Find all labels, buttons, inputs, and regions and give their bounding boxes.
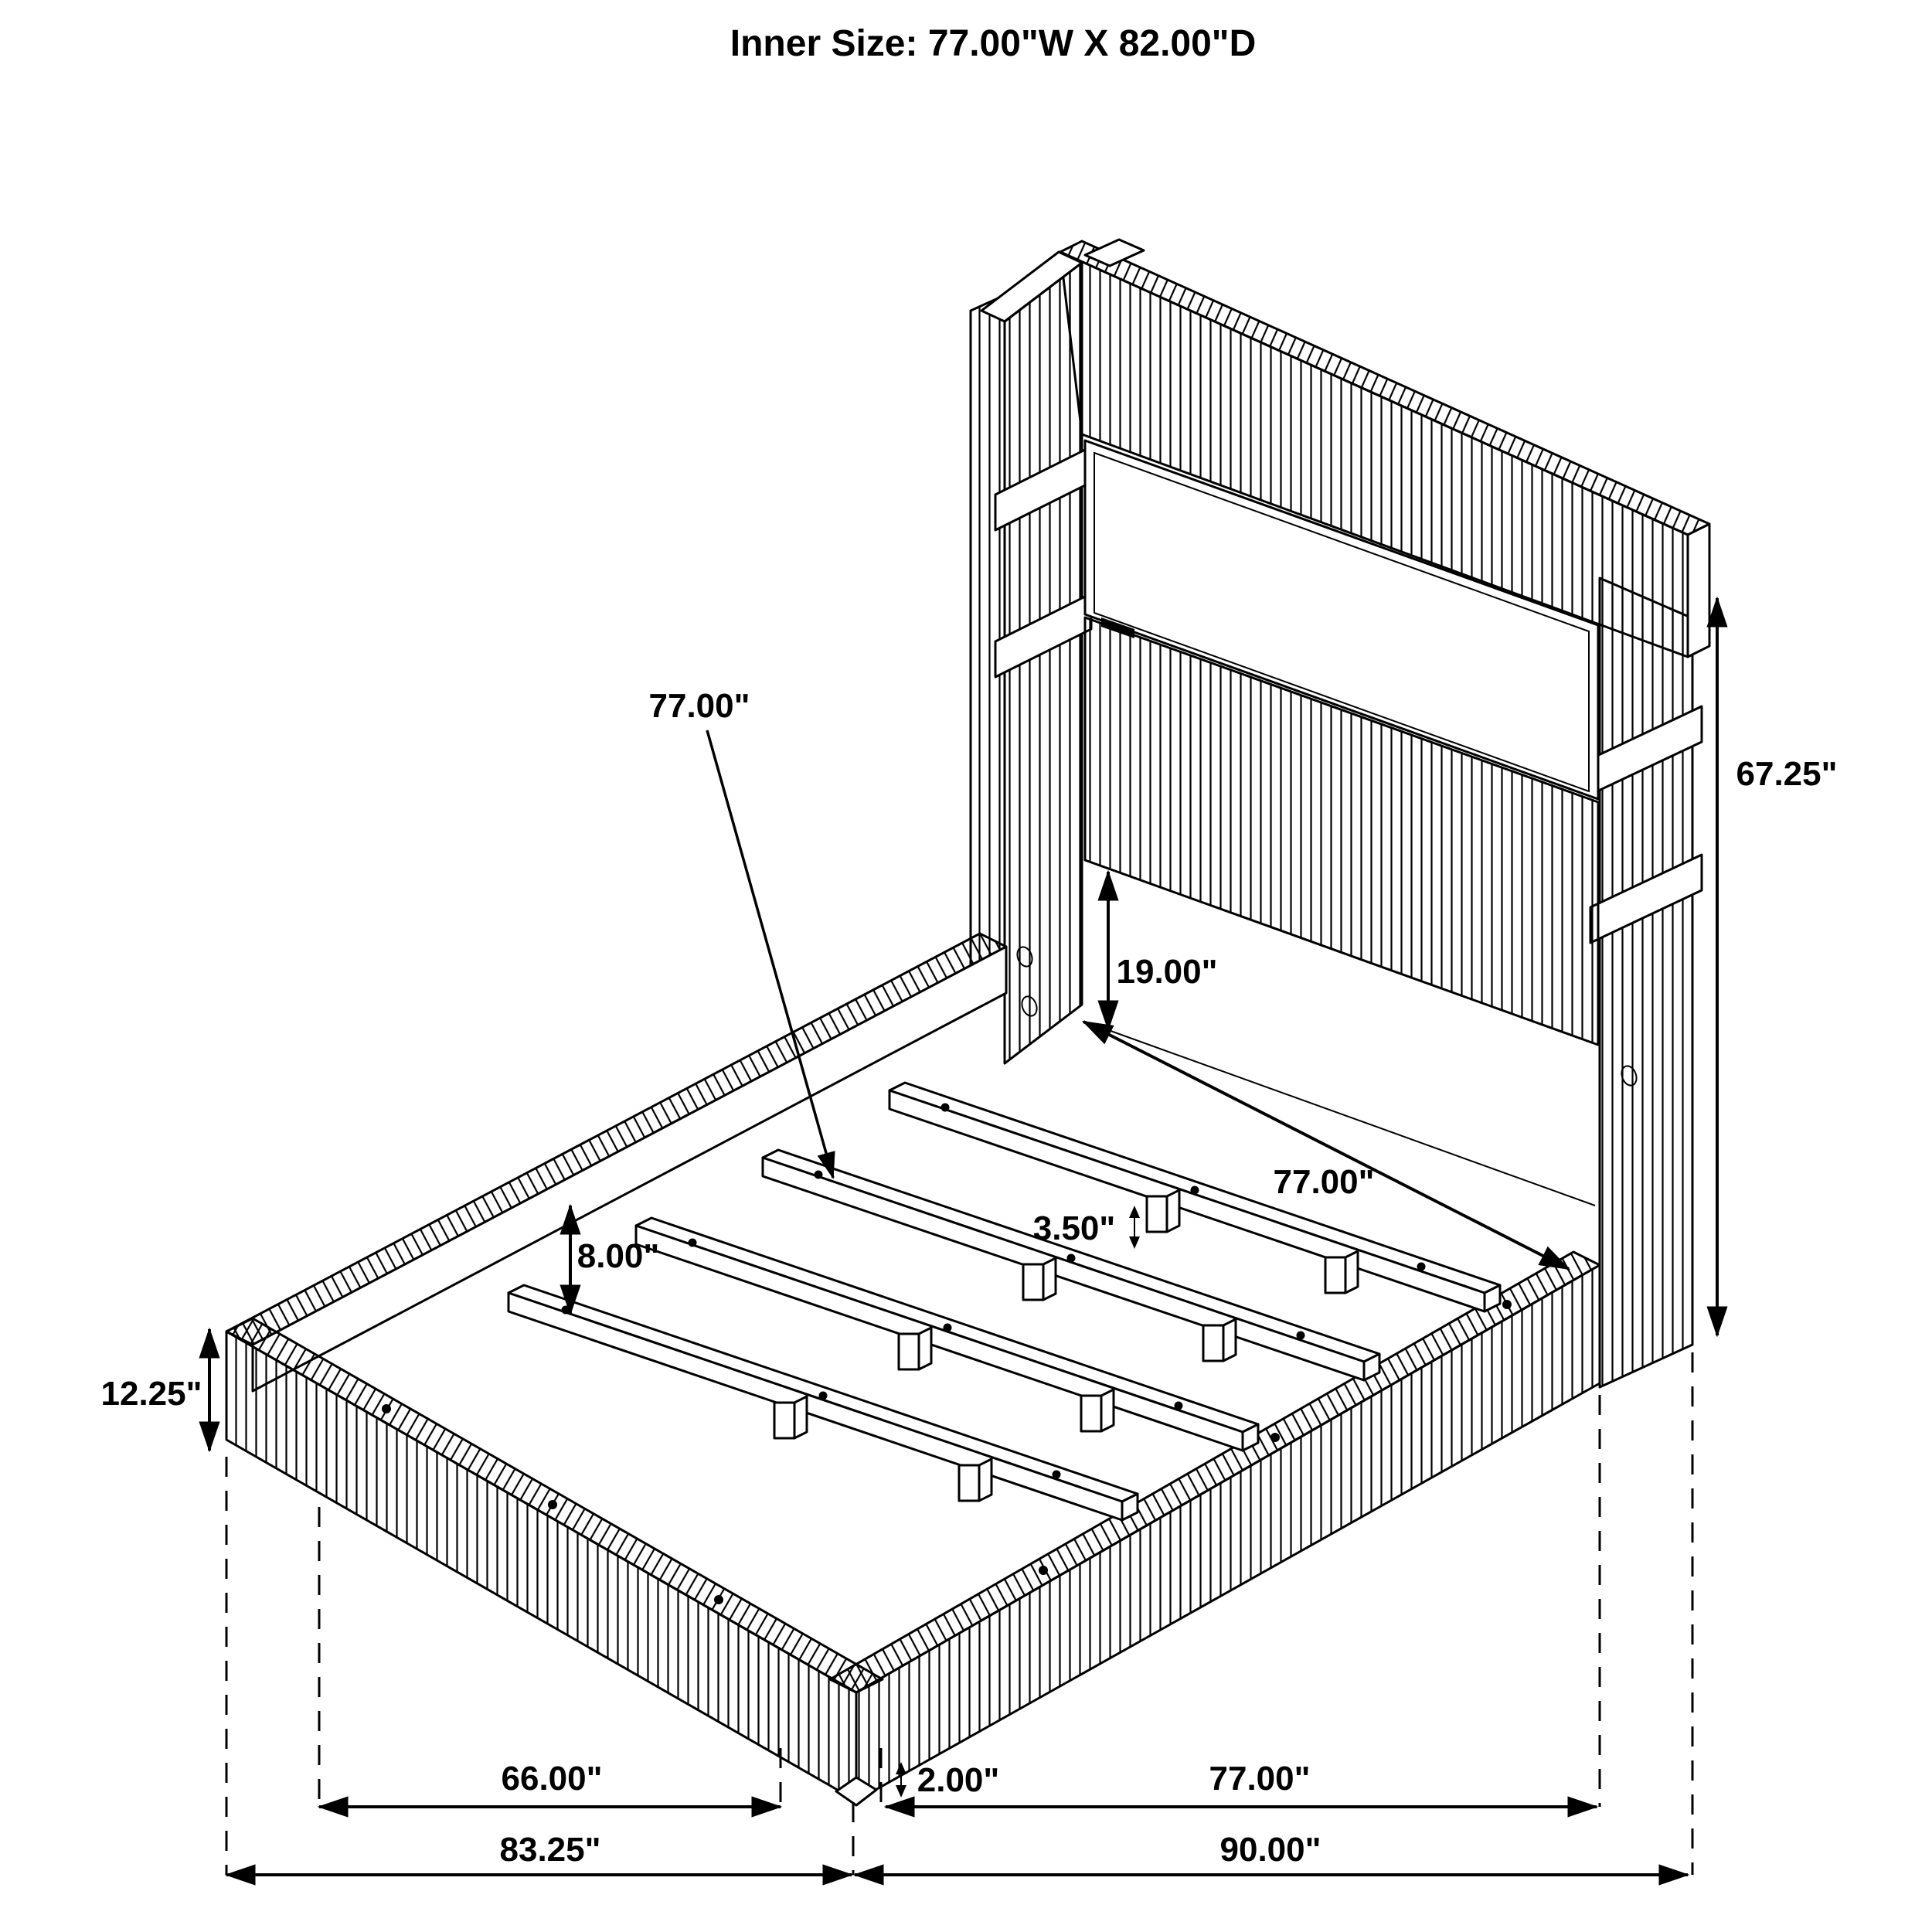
inner-width-label: 77.00"	[1273, 1163, 1375, 1201]
panel-gap-label: 19.00"	[1116, 953, 1218, 991]
screw-dot	[1039, 1566, 1048, 1575]
footboard-front-face	[226, 1332, 856, 1801]
slat-4	[509, 1285, 1138, 1520]
leg-height-label: 3.50"	[1032, 1209, 1116, 1247]
slat-3	[636, 1218, 1258, 1451]
left-rail-top-band	[226, 934, 1006, 1345]
headboard-right-post	[1600, 578, 1692, 1387]
screw-dot	[1502, 1300, 1512, 1309]
slat-gap-label: 8.00"	[577, 1237, 660, 1275]
foot-inner-width-label: 66.00"	[501, 1760, 603, 1798]
screw-dot	[548, 1500, 557, 1509]
screw-dot	[714, 1595, 723, 1604]
slat-1	[889, 1083, 1500, 1311]
headboard-top-rail-end-cap	[1688, 524, 1709, 657]
corner-lip-label: 2.00"	[917, 1761, 1000, 1799]
side-inner-length-label: 77.00"	[1209, 1760, 1311, 1798]
slat-length-label: 77.00"	[648, 687, 750, 725]
screw-dot	[1270, 1433, 1280, 1442]
foot-outer-width-label: 83.25"	[499, 1831, 601, 1869]
figure-title: Inner Size: 77.00"W X 82.00"D	[730, 23, 1257, 64]
screw-dot	[382, 1404, 391, 1413]
headboard-height-label: 67.25"	[1736, 755, 1838, 793]
frame-height-label: 12.25"	[100, 1375, 202, 1413]
overall-length-label: 90.00"	[1219, 1831, 1321, 1869]
